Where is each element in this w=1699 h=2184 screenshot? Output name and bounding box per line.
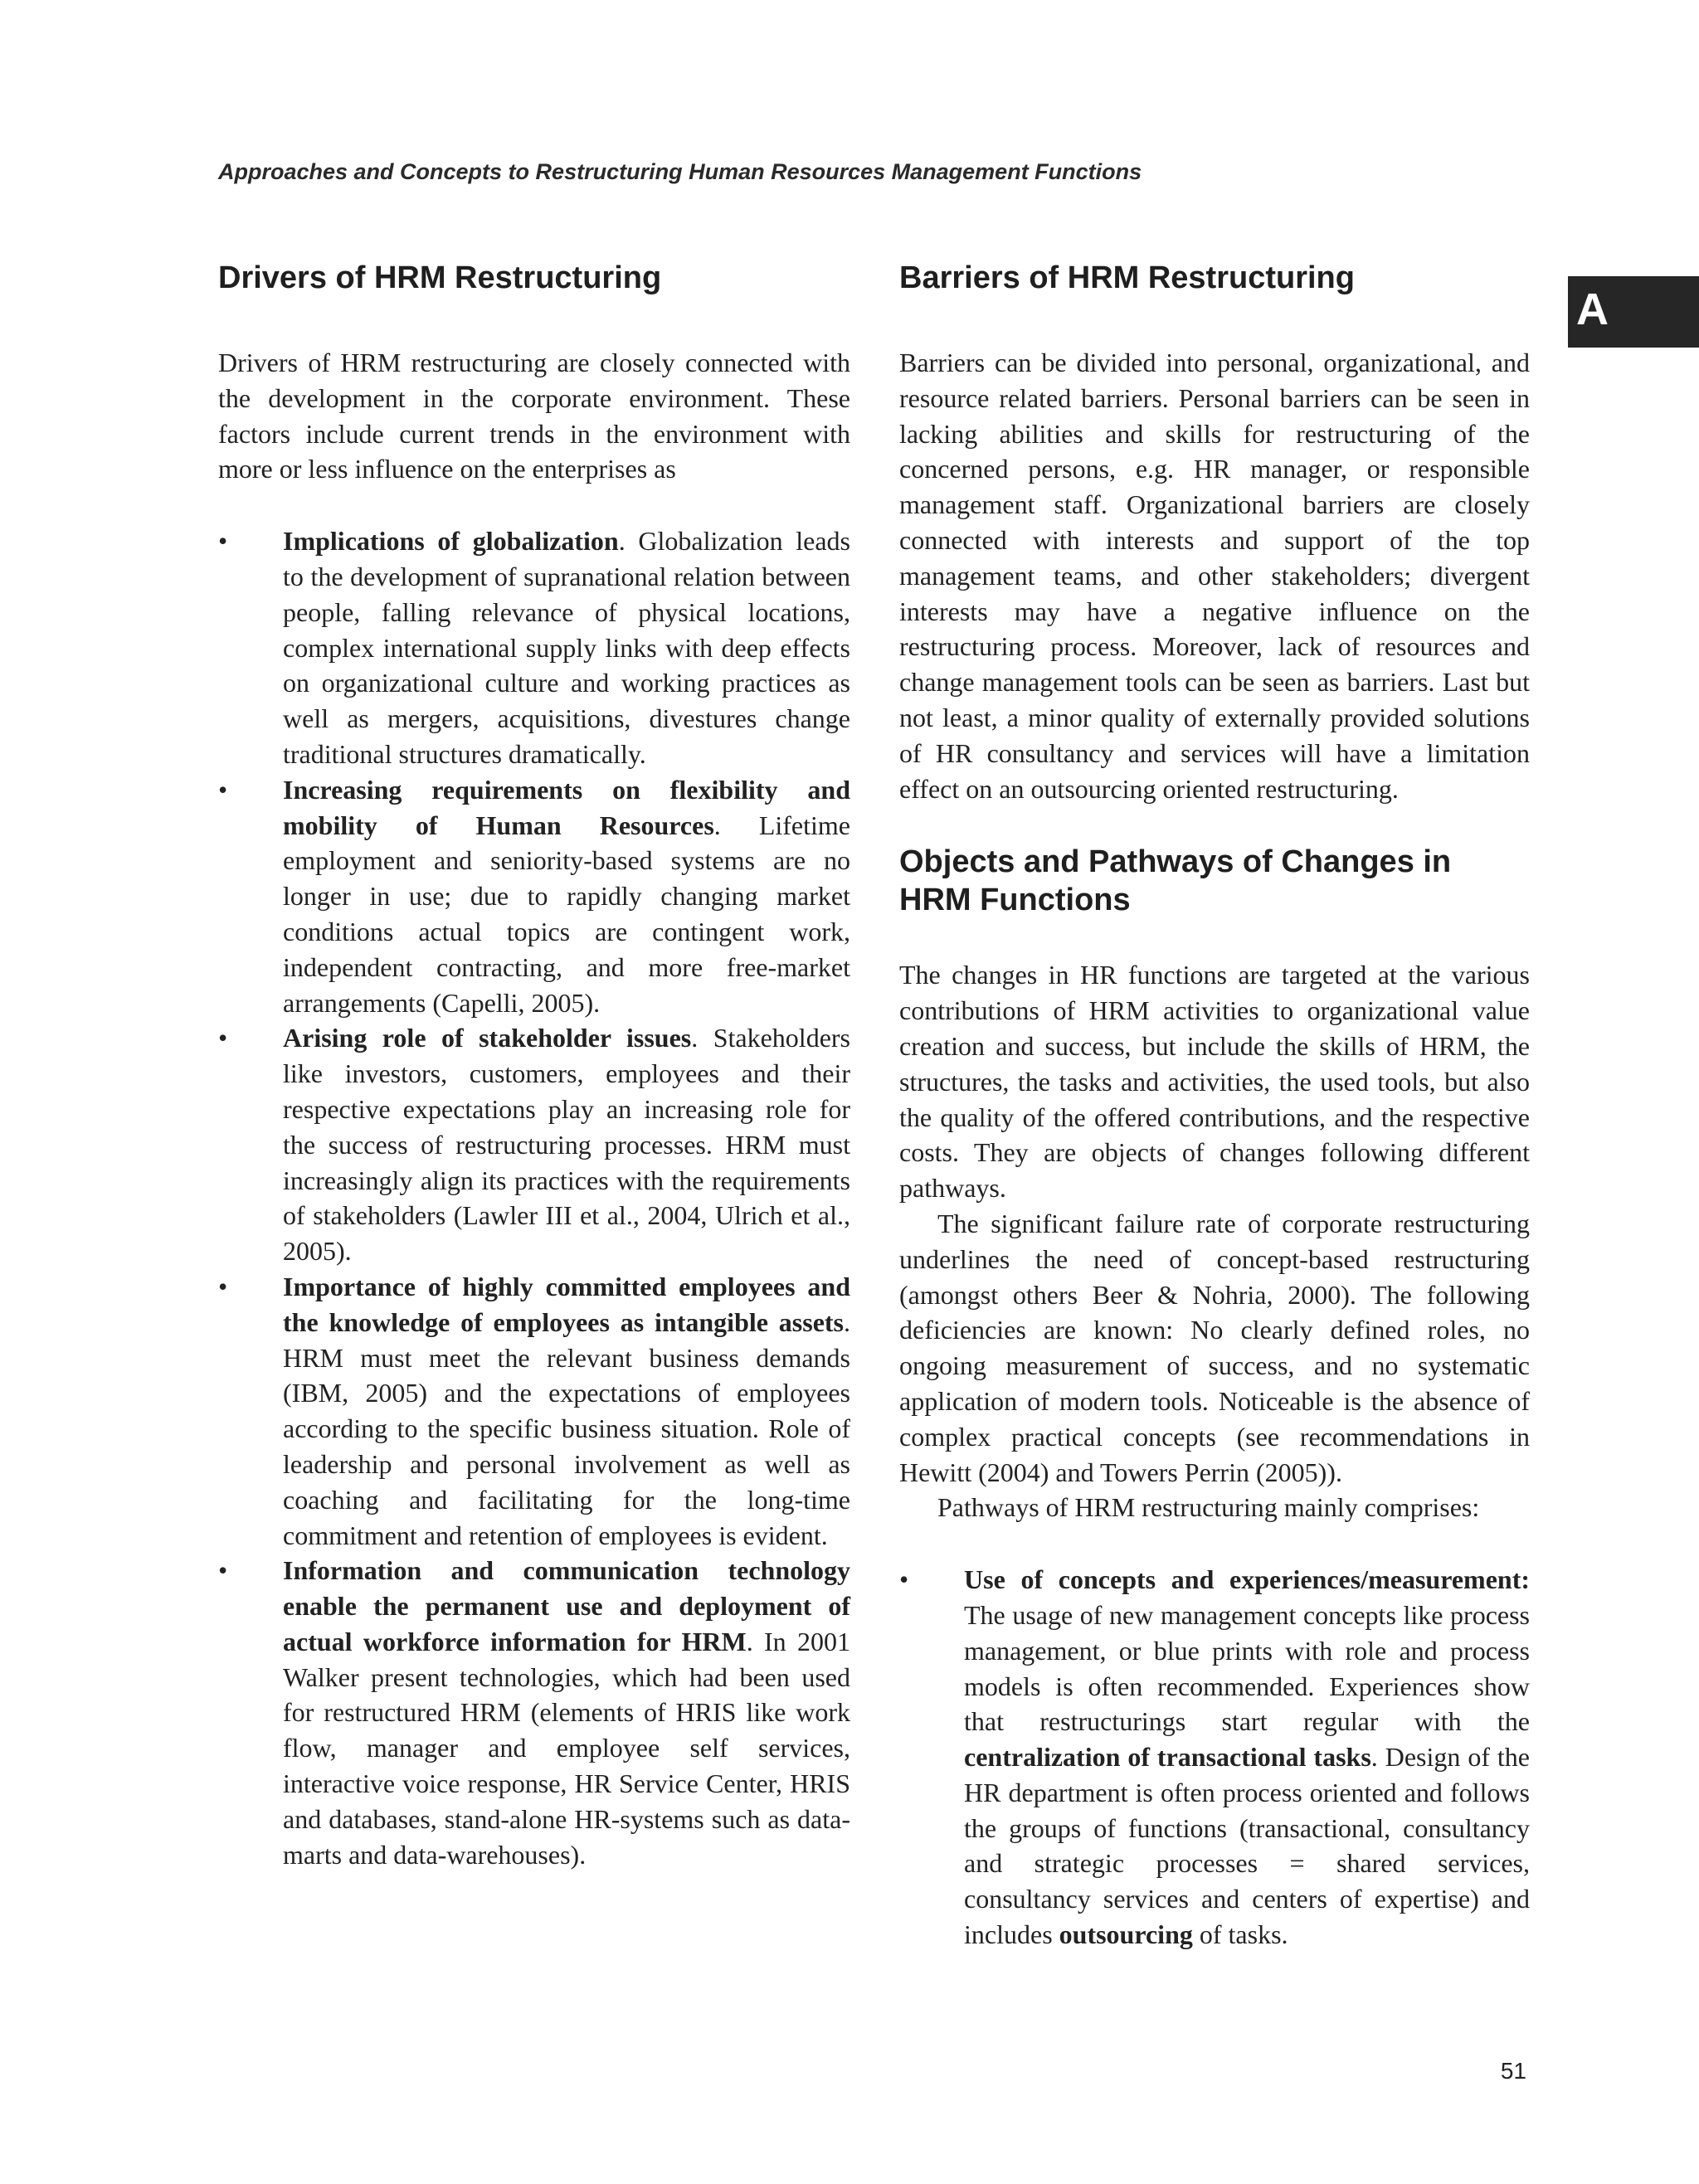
- barriers-paragraph: Barriers can be divided into personal, organizational, and resource related barriers. Personal barriers can be seen in lacking abilities and skills for restructuring of the concerned persons, e.g. HR manager, or responsible management staff. Organizational barriers are closely connected with interests and support of the top management teams, and other stakeholders; divergent interests may have a negative influence on the restructuring process. Moreover, lack of resources and change management tools can be seen as barriers. Last but not least, a minor quality of externally provided solutions of HR consultancy and services will have a limitation effect on an outsourcing oriented restructuring.: [899, 348, 1530, 804]
- list-item: • Importance of highly committed employees and the knowledge of employees as intangible assets. HRM must meet the relevant business demands (IBM, 2005) and the expectations of employees according to the specific business situation. Role of leadership and personal involvement as well as coaching and facilitating for the long-time commitment and retention of employees is evident.: [218, 1271, 850, 1550]
- section-tab: [1568, 276, 1699, 348]
- barriers-heading: Barriers of HRM Restructuring: [899, 260, 1355, 295]
- objects-heading: [899, 843, 1530, 919]
- objects-paragraph-1: The changes in HR functions are targeted at the various contributions of HRM activities to organizational value creation and success, but include the skills of HRM, the structures, the tasks and activities, the used tools, but also the quality of the offered contributions, and the respective costs. They are objects of changes following different pathways.: [899, 960, 1530, 1204]
- drivers-list: [218, 523, 850, 1872]
- bullet-text: . Stakeholders like investors, customers, employees and their respective expectations play an increasing role for the success of restructuring processes. HRM must increasingly align its practices with the requirements of stakeholders (Lawler III et al., 2004, Ulrich et al., 2005).: [283, 1023, 851, 1267]
- bullet-text: of tasks.: [1192, 1919, 1288, 1950]
- bullet-text: . In 2001 Walker present technologies, which had been used for restructured HRM (elements of HRIS like work flow, manager and employee self services, interactive voice response, HR Service Center, HRIS and databases, stand-alone HR-systems such as data-marts and data-warehouses).: [283, 1626, 850, 1870]
- bullet-bold: centralization of transactional tasks: [964, 1742, 1371, 1773]
- list-item: • Arising role of stakeholder issues. Stakeholders like investors, customers, employees and their respective expectations play an increasing role for the success of restructuring processes. HRM must increasingly align its practices with the requirements of stakeholders (Lawler III et al., 2004, Ulrich et al., 2005).: [218, 1023, 851, 1267]
- list-item: • Information and communication technology enable the permanent use and deployment of actual workforce information for HRM. In 2001 Walker present technologies, which had been used for restructured HRM (elements of HRIS like work flow, manager and employee self services, interactive voice response, HR Service Center, HRIS and databases, stand-alone HR-systems such as data-marts and data-warehouses).: [218, 1555, 850, 1870]
- section-tab-letter: A: [1576, 285, 1609, 334]
- right-column: [899, 259, 1530, 1953]
- bullet-bold: outsourcing: [1059, 1919, 1193, 1950]
- drivers-heading: Drivers of HRM Restructuring: [218, 260, 662, 295]
- drivers-intro: Drivers of HRM restructuring are closely connected with the development in the corporate environment. These factors include current trends in the environment with more or less influence on the enterprises as: [218, 348, 850, 484]
- objects-heading-line1: Objects and Pathways of Changes in: [899, 844, 1452, 880]
- bullet-text: . Design of the HR department is often process oriented and follows the groups of functions (transactional, consultancy and strategic processes = shared services, consultancy services and centers of expertise) and includes: [964, 1742, 1531, 1950]
- running-head: Approaches and Concepts to Restructuring Human Resources Management Functions: [218, 159, 1142, 184]
- bullet-bold: Importance of highly committed employees and the knowledge of employees as intangible assets: [283, 1271, 850, 1337]
- list-item: • Implications of globalization. Globalization leads to the development of supranational relation between people, falling relevance of physical locations, complex international supply links with deep effects on organizational culture and working practices as well as mergers, acquisitions, divestures change traditional structures dramatically.: [218, 526, 850, 769]
- bullet-text: . Globalization leads to the development of supranational relation between people, falling relevance of physical locations, complex international supply links with deep effects on organizational culture and working practices as well as mergers, acquisitions, divestures change traditional structures dramatically.: [283, 526, 850, 769]
- left-column: [218, 259, 850, 1872]
- bullet-text: . HRM must meet the relevant business demands (IBM, 2005) and the expectations of employees according to the specific business situation. Role of leadership and personal involvement as well as coaching and facilitating for the long-time commitment and retention of employees is evident.: [283, 1306, 850, 1550]
- list-item: • Increasing requirements on flexibility and mobility of Human Resources. Lifetime employment and seniority-based systems are no longer in use; due to rapidly changing market conditions actual topics are contingent work, independent contracting, and more free-market arrangements (Capelli, 2005).: [218, 774, 851, 1018]
- bullet-bold: Implications of globalization: [283, 526, 619, 557]
- objects-heading-line2: HRM Functions: [899, 883, 1131, 918]
- pathways-list: [899, 1562, 1530, 1953]
- objects-paragraph-2: The significant failure rate of corporate restructuring underlines the need of concept-based restructuring (amongst others Beer & Nohria, 2000). The following deficiencies are known: No clearly defined roles, no ongoing measurement of success, and no systematic application of modern tools. Noticeable is the absence of complex practical concepts (see recommendations in Hewitt (2004) and Towers Perrin (2005)).: [899, 1208, 1530, 1487]
- bullet-text: . Lifetime employment and seniority-based systems are no longer in use; due to rapidly changing market conditions actual topics are contingent work, independent contracting, and more free-market arrangements (Capelli, 2005).: [283, 810, 851, 1018]
- bullet-bold: Increasing requirements on flexibility and mobility of Human Resources: [283, 774, 850, 840]
- objects-paragraph-3: Pathways of HRM restructuring mainly comprises:: [937, 1492, 1480, 1523]
- page-number: 51: [1500, 2058, 1526, 2084]
- list-item: • Use of concepts and experiences/measurement: The usage of new management concepts like process management, or blue prints with role and process models is often recommended. Experiences show that restructurings start regular with the centralization of transactional tasks. Design of the HR department is often process oriented and follows the groups of functions (transactional, consultancy and strategic processes = shared services, consultancy services and centers of expertise) and includes outsourcing of tasks.: [899, 1564, 1531, 1950]
- bullet-bold: Information and communication technology enable the permanent use and deployment of actual workforce information for HRM: [283, 1555, 850, 1656]
- bullet-text: The usage of new management concepts like process management, or blue prints with role and process models is often recommended. Experiences show that restructurings start regular with the: [964, 1599, 1530, 1737]
- bullet-bold: Arising role of stakeholder issues: [283, 1023, 692, 1053]
- bullet-bold: Use of concepts and experiences/measurement:: [964, 1564, 1530, 1595]
